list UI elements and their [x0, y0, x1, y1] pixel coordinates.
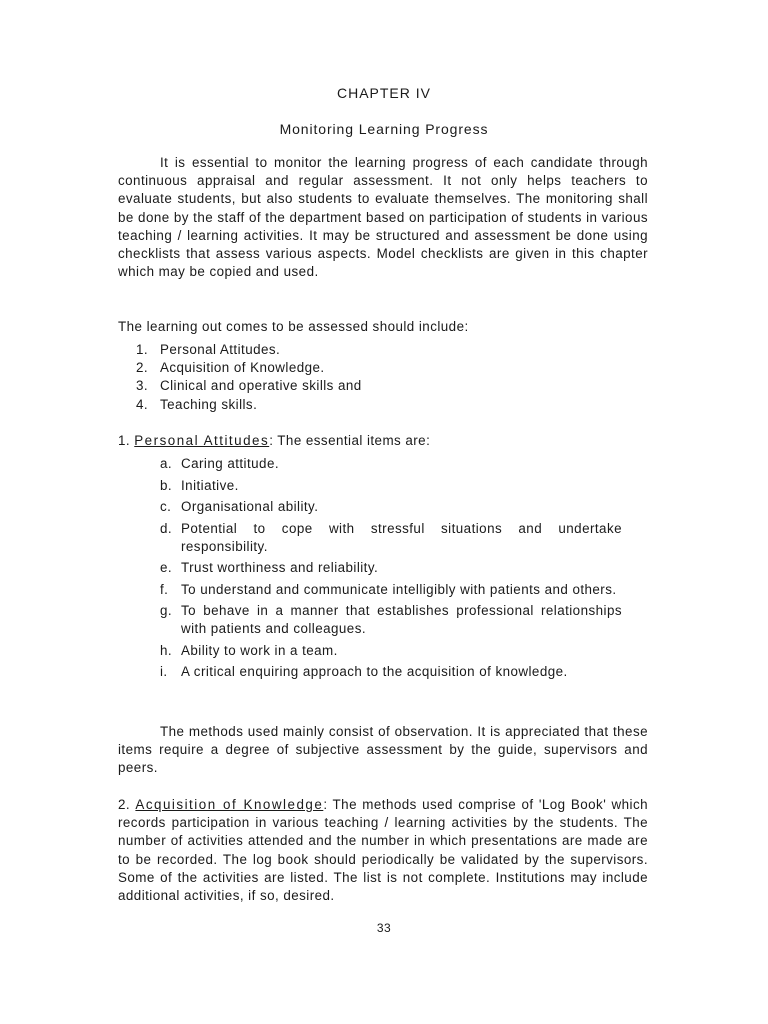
list-item-text: To behave in a manner that establishes professional relationships with patients and colleagues.	[181, 603, 622, 637]
list-item	[160, 498, 622, 516]
list-item	[118, 377, 648, 395]
list-item-text: Clinical and operative skills and	[160, 378, 362, 394]
learning-outcomes-list	[118, 341, 648, 414]
list-item	[160, 663, 622, 681]
list-item	[160, 642, 622, 660]
learning-outcomes-lead: The learning out comes to be assessed should include:	[118, 319, 469, 334]
section-number: 1.	[118, 433, 131, 448]
list-item-text: A critical enquiring approach to the acquisition of knowledge.	[181, 664, 568, 680]
list-item-number: 1.	[136, 342, 149, 357]
list-item-letter: a.	[160, 456, 173, 471]
list-item-text: Personal Attitudes.	[160, 342, 281, 357]
list-item	[118, 396, 648, 414]
section-lead: : The essential items are:	[269, 433, 431, 448]
list-item	[160, 520, 622, 556]
personal-attitudes-list	[160, 455, 622, 685]
list-item-letter: c.	[160, 499, 172, 514]
list-item	[118, 341, 648, 359]
list-item-text: Organisational ability.	[181, 499, 319, 514]
list-item-number: 4.	[136, 396, 149, 412]
methods-paragraph: The methods used mainly consist of observation. It is appreciated that these items require a degree of subjective assessment by the guide, supervisors and peers.	[118, 724, 648, 776]
list-item-number: 3.	[136, 378, 149, 394]
page-number: 33	[376, 921, 392, 935]
intro-paragraph: It is essential to monitor the learning progress of each candidate through continuous appraisal and regular assessment. It not only helps teachers to evaluate students, but also students to evaluate themselves. The monitoring shall be done by the staff of the department based on participation of students in various teaching / learning activities. It may be structured and assessment be done using checklists that assess various aspects. Model checklists are given in this chapter which may be copied and used.	[118, 155, 648, 280]
list-item-letter: d.	[160, 520, 173, 536]
list-item-letter: h.	[160, 642, 173, 658]
list-item-text: To understand and communicate intelligibly with patients and others.	[181, 581, 617, 597]
list-item	[160, 581, 622, 599]
section-personal-attitudes-heading	[118, 432, 648, 450]
list-item-text: Trust worthiness and reliability.	[181, 560, 379, 576]
list-item	[160, 602, 622, 638]
list-item	[118, 359, 648, 377]
list-item-text: Potential to cope with stressful situations and undertake responsibility.	[181, 520, 622, 554]
chapter-title: CHAPTER IV	[336, 85, 431, 101]
list-item-letter: f.	[160, 581, 169, 597]
section-number: 2.	[118, 797, 131, 812]
section-acquisition-of-knowledge	[118, 796, 648, 905]
list-item	[160, 477, 622, 495]
list-item-letter: g.	[160, 603, 173, 619]
section-heading: Acquisition of Knowledge	[135, 797, 324, 812]
list-item-letter: i.	[160, 664, 168, 680]
list-item	[160, 455, 622, 473]
list-item-number: 2.	[136, 360, 149, 376]
list-item-letter: e.	[160, 560, 173, 576]
list-item-text: Ability to work in a team.	[181, 642, 338, 658]
chapter-subtitle: Monitoring Learning Progress	[279, 121, 489, 137]
list-item-text: Teaching skills.	[160, 396, 258, 412]
section-heading: Personal Attitudes	[134, 433, 270, 448]
list-item-text: Initiative.	[181, 477, 239, 493]
list-item-text: Caring attitude.	[181, 456, 280, 471]
list-item-text: Acquisition of Knowledge.	[160, 360, 325, 376]
list-item	[160, 559, 622, 577]
section-text: : The methods used comprise of 'Log Book' which records participation in various teaching / learning activities by the students. The number of activities attended and the number in which presentations are made are to be recorded. The log book should periodically be validated by the supervisors. Some of the activities are listed. The list is not complete. Institutions may include additional activities, if so, desired.	[118, 797, 649, 904]
list-item-letter: b.	[160, 477, 173, 493]
